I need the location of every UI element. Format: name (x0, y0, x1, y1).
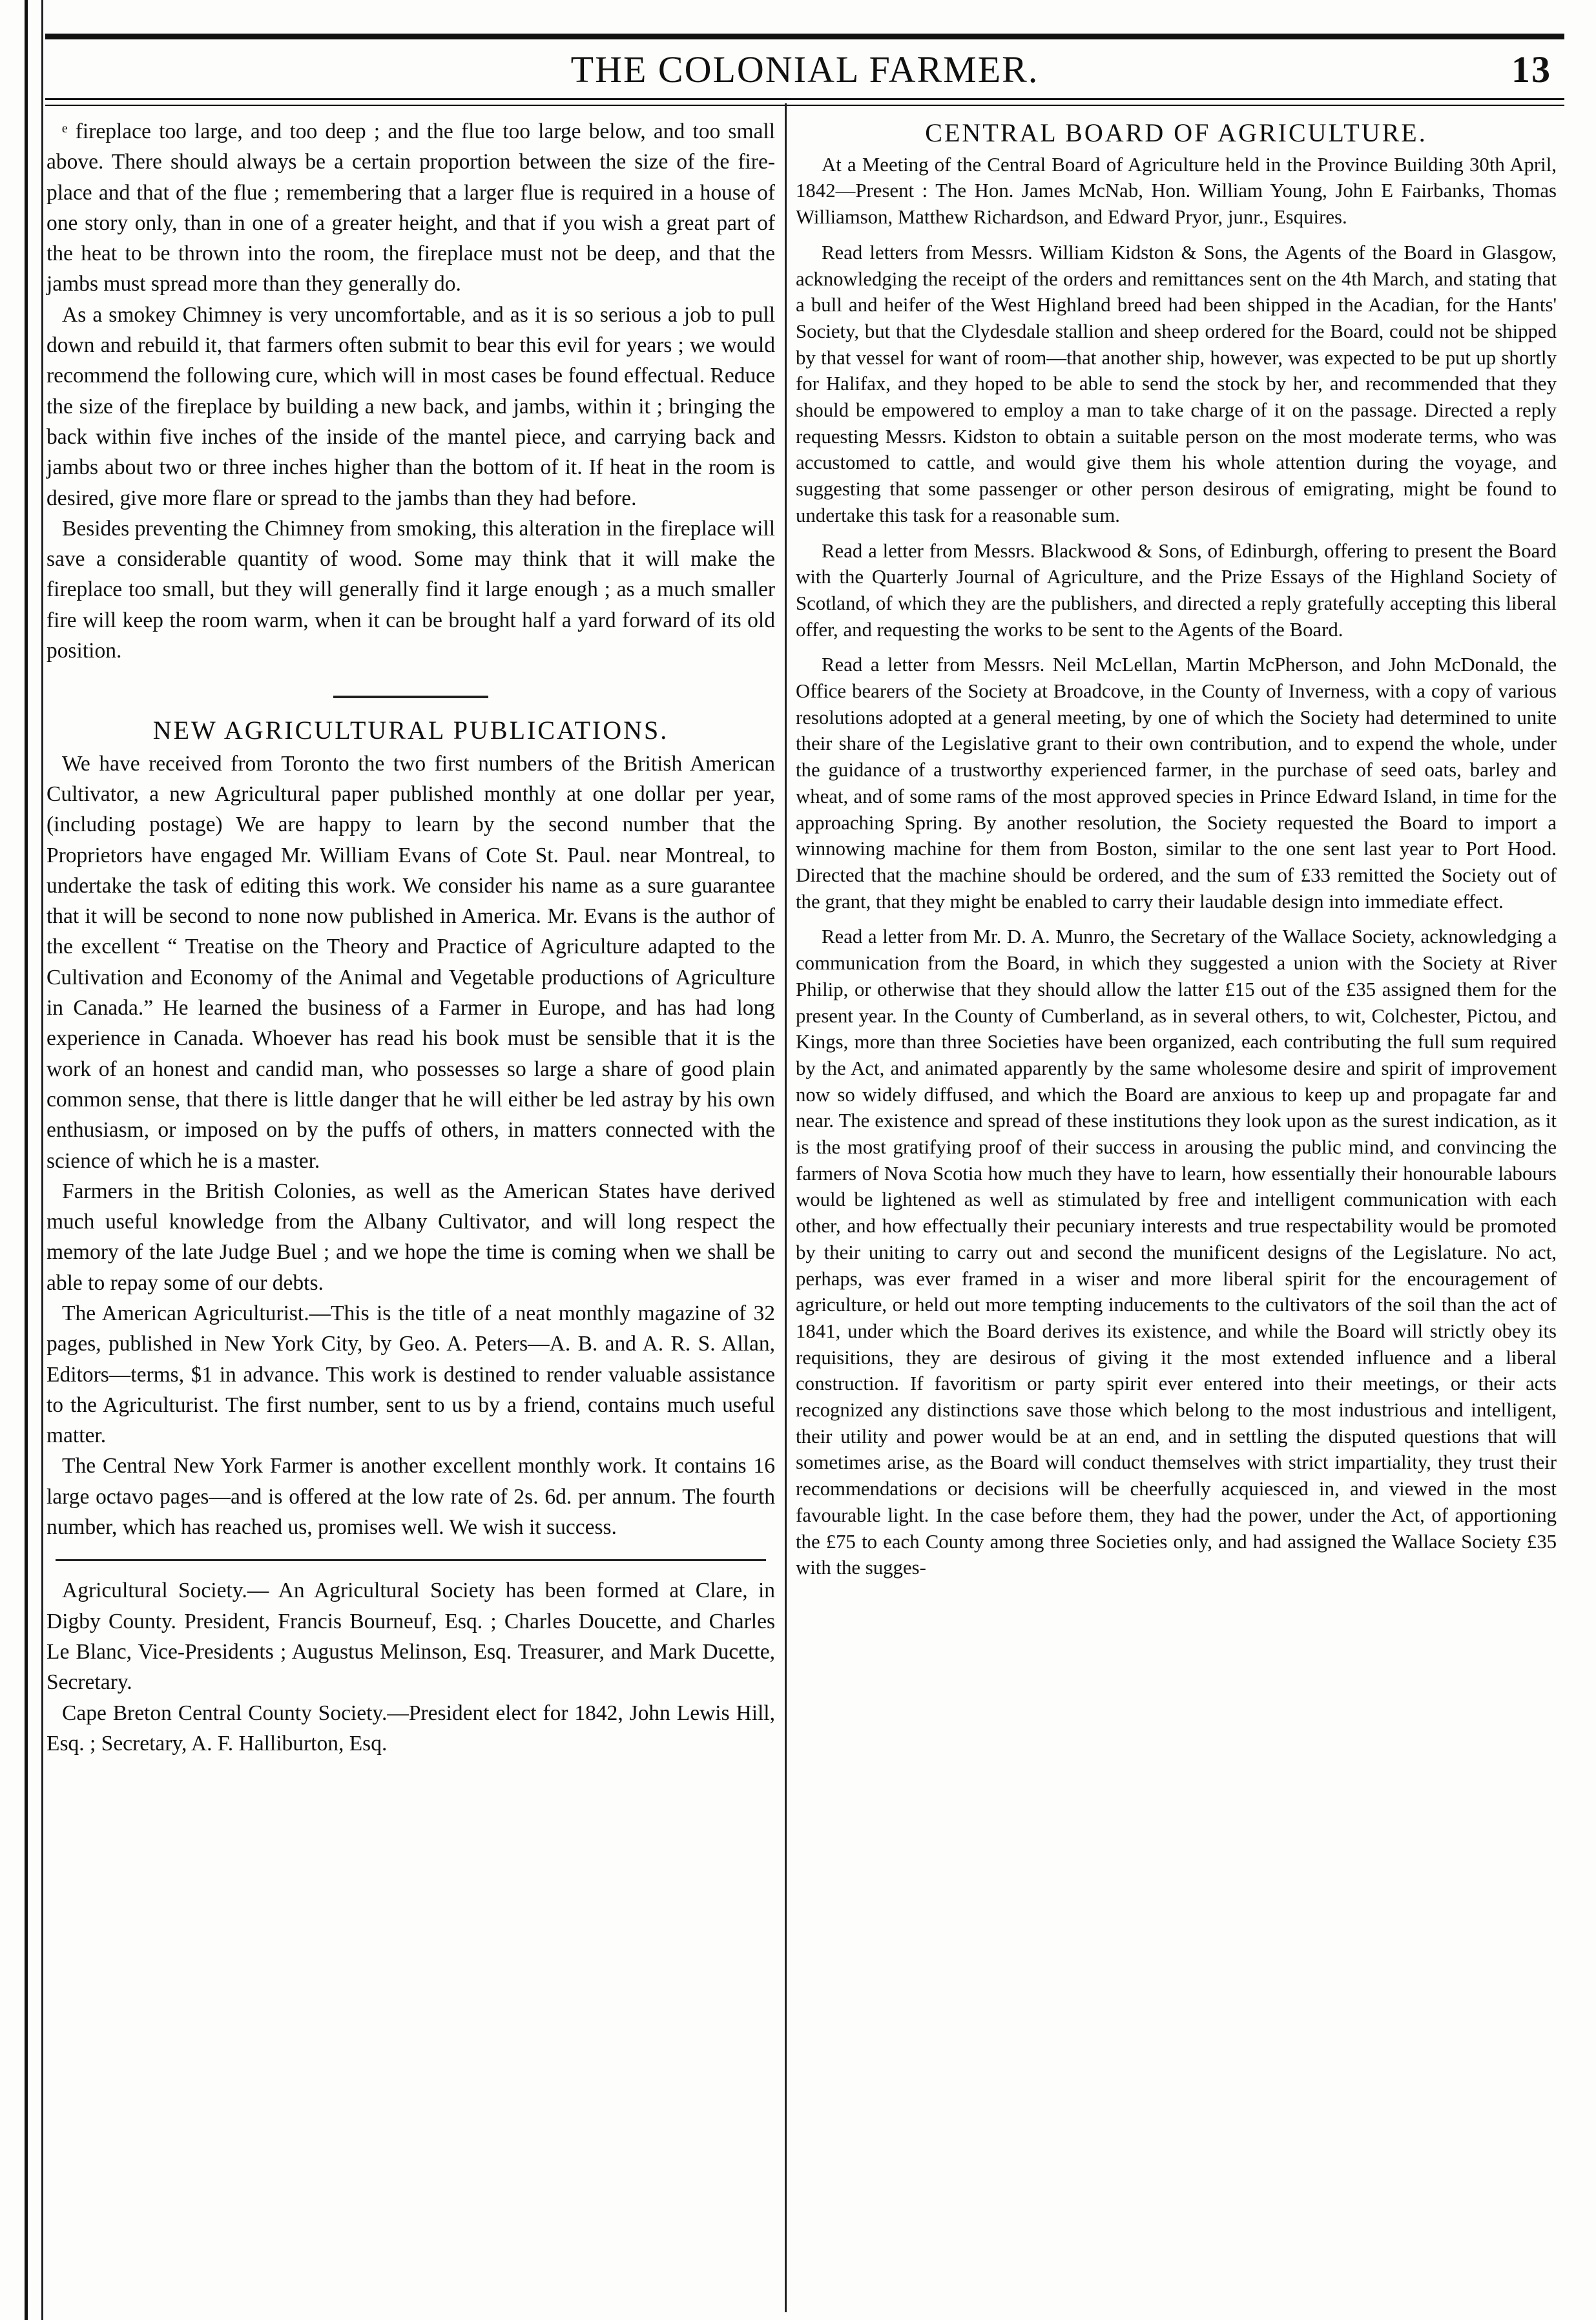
minutes-paragraph: Read a letter from Messrs. Neil McLellan, Martin McPherson, and John McDonald, the Office bearers of the Society at Broadcove, in the County of Inverness, with a copy of various resolutions adopted at a general meeting, by one of which the Society had determined to unite their share of the Legislative grant to their own contribution, and to expend the whole, under the guidance of a trustworthy experienced farmer, in the purchase of seed oats, barley and wheat, and of some rams of the most approved species in Prince Edward Island, in time for the approaching Spring. By another resolution, the Society requested the Board to import a winnowing machine for them from Boston, similar to the one sent last year to Port Hood. Directed that the machine should be ordered, and the sum of £33 remitted the Society out of the grant, that they might be enabled to carry their laudable design into immediate effect. (796, 654, 1557, 913)
article-paragraph: The American Agriculturist.—This is the title of a neat monthly magazine of 32 pages, published in New York City, by Geo. A. Peters—A. B. and A. R. S. Allan, Editors—terms, $1 in advance. This work is destined to render valuable assistance to the Agriculturist. The first number, sent to us by a friend, contains much useful matter. (47, 1301, 775, 1448)
minutes-paragraph: At a Meeting of the Central Board of Agriculture held in the Province Building 30th April, 1842—Present : The Hon. James McNab, Hon. William Young, John E Fairbanks, Thomas Williamson, Matthew Richardson, and Edward Pryor, junr., Esquires. (796, 153, 1557, 229)
header-bottom-rule-thin (45, 105, 1564, 106)
article-paragraph: ᵉ fireplace too large, and too deep ; and the flue too large below, and too small above. There should always be a certain proportion between the size of the fire-place and that of the flue ; remembering that a larger flue is required in a house of one story only, than in one of a greater height, and that if you wish a great part of the heat to be thrown into the room, the fireplace must not be deep, and that the jambs must spread more than they generally do. (47, 119, 775, 296)
minutes-paragraph: Read letters from Messrs. William Kidston & Sons, the Agents of the Board in Glasgow, acknowledging the receipt of the orders and remittances sent on the 4th March, and stating that a bull and heifer of the West Highland breed had been shipped in the Acadian, for the Hants' Society, but that the Clydesdale stallion and sheep ordered for the Board, could not be shipped by that vessel for want of room—that another ship, however, was expected to be put up shortly for Halifax, and they hoped to be able to send the stock by her, and recommended that they should be empowered to employ a man to take charge of it on the passage. Directed a reply requesting Messrs. Kidston to obtain a suitable person on the most moderate terms, who was accustomed to cattle, and would give them his whole attention during the voyage, and suggesting that some passenger or other person desirous of emigrating, might be found to undertake this task for a reasonable sum. (796, 241, 1557, 526)
newspaper-title: THE COLONIAL FARMER. (570, 48, 1039, 90)
society-notice: Agricultural Society.— An Agricultural Society has been formed at Clare, in Digby County. President, Francis Bourneuf, Esq. ; Charles Doucette, and Charles Le Blanc, Vice-Presidents ; Augustus Melinson, Esq. Treasurer, and Mark Ducette, Secretary. (47, 1579, 775, 1695)
section-separator (333, 696, 488, 698)
article-paragraph: As a smokey Chimney is very uncomfortable, and as it is so serious a job to pull down and rebuild it, that farmers often submit to bear this evil for years ; we would recommend the following cure, which will in most cases be found effectual. Reduce the size of the fireplace by building a new back, and jambs, within it ; bringing the back within five inches of the inside of the mantel piece, and carrying back and jambs about two or three inches higher than the bottom of it. If heat in the room is desired, give more flare or spread to the jambs than they had before. (47, 302, 775, 510)
page-number: 13 (1511, 48, 1551, 90)
article-paragraph: Farmers in the British Colonies, as well as the American States have derived much useful knowledge from the Albany Cultivator, and will long respect the memory of the late Judge Buel ; and we hope the time is coming when we shall be able to repay some of our debts. (47, 1179, 775, 1295)
left-column (47, 116, 775, 2312)
header-bottom-rule (45, 98, 1564, 100)
minutes-paragraph: Read a letter from Messrs. Blackwood & Sons, of Edinburgh, offering to present the Board with the Quarterly Journal of Agriculture, and the Prize Essays of the Highland Society of Scotland, of which they are the publishers, and directed a reply gratefully accepting this liberal offer, and requesting the works to be sent to the Agents of the Board. (796, 539, 1557, 641)
minutes-paragraph: Read a letter from Mr. D. A. Munro, the Secretary of the Wallace Society, acknowledging a communication from the Board, in which they suggested a union with the Society at River Philip, or otherwise that they should allow the latter £15 out of the £35 assigned them for the present year. In the County of Cumberland, as in several others, to wit, Colchester, Pictou, and Kings, more than three Societies have been organized, each contributing the full sum required by the Act, and animated apparently by the same wholesome desire and spirit of improvement now so widely diffused, and which the Board are anxious to keep up and propagate far and near. The existence and spread of these institutions they look upon as the surest indication, as it is the most gratifying proof of their success in arousing the public mind, and convincing the farmers of Nova Scotia how much they have to learn, how essentially their honourable labours would be lightened as well as stimulated by free and intelligent communication with each other, and how effectually their pecuniary interests and true respectability would be promoted by their uniting to carry out and second the munificent designs of the Legislature. No act, perhaps, was ever framed in a wiser and more liberal spirit for the encouragement of agriculture, or held out more tempting inducements to the cultivators of the soil than the act of 1841, under which the Board derives its existence, and while the Board will strictly obey its requisitions, they are desirous of giving it the most extended influence and a liberal construction. If favoritism or party spirit ever entered into their meetings, or their acts recognized any distinctions save those which belong to the most industrious and intelligent, their utility and power would be at an end, and in settling the disputed questions that will sometimes arise, as the Board will conduct themselves with strict impartiality, they trust their recommendations or decisions will be cheerfully acquiesced in, and viewed in the most favourable light. In the case before them, they had the power, under the Act, of apportioning the £75 to each County among three Societies only, and had assigned the Wallace Society £35 with the sugges- (796, 926, 1557, 1579)
header-top-rule (45, 34, 1564, 39)
margin-rule (41, 0, 43, 2320)
binding-edge-rule (25, 0, 28, 2320)
right-column (796, 116, 1557, 2312)
page-header (45, 41, 1564, 94)
article-paragraph: The Central New York Farmer is another excellent monthly work. It contains 16 large octavo pages—and is offered at the low rate of 2s. 6d. per annum. The fourth number, which has reached us, promises well. We wish it success. (47, 1454, 775, 1540)
section-heading-central-board: CENTRAL BOARD OF AGRICULTURE. (925, 118, 1427, 147)
section-heading-publications: NEW AGRICULTURAL PUBLICATIONS. (152, 716, 669, 745)
article-paragraph: We have received from Toronto the two first numbers of the British American Cultivator, a new Agricultural paper published monthly at one dollar per year, (including postage) We are happy to learn by the second number that the Proprietors have engaged Mr. William Evans of Cote St. Paul. near Montreal, to undertake the task of editing this work. We consider his name as a sure guarantee that it will be second to none now published in America. Mr. Evans is the author of the excellent “ Treatise on the Theory and Practice of Agriculture adapted to the Cultivation and Economy of the Animal and Vegetable productions of Agriculture in Canada.” He learned the business of a Farmer in Europe, and has had long experience in Canada. Whoever has read his book must be sensible that it is the work of an honest and candid man, who possesses so large a share of good plain common sense, that there is little danger that he will either be led astray by his own enthusiasm, or imposed on by the puffs of others, in matters connected with the science of which he is a master. (47, 751, 775, 1173)
society-notice: Cape Breton Central County Society.—President elect for 1842, John Lewis Hill, Esq. ; Secretary, A. F. Halliburton, Esq. (47, 1701, 775, 1756)
section-separator (56, 1559, 766, 1561)
article-paragraph: Besides preventing the Chimney from smoking, this alteration in the fireplace will save a considerable quantity of wood. Some may think that it will make the fireplace too small, but they will generally find it large enough ; as a much smaller fire will keep the room warm, when it can be brought half a yard forward of its old position. (47, 516, 775, 663)
column-divider (785, 103, 787, 2312)
